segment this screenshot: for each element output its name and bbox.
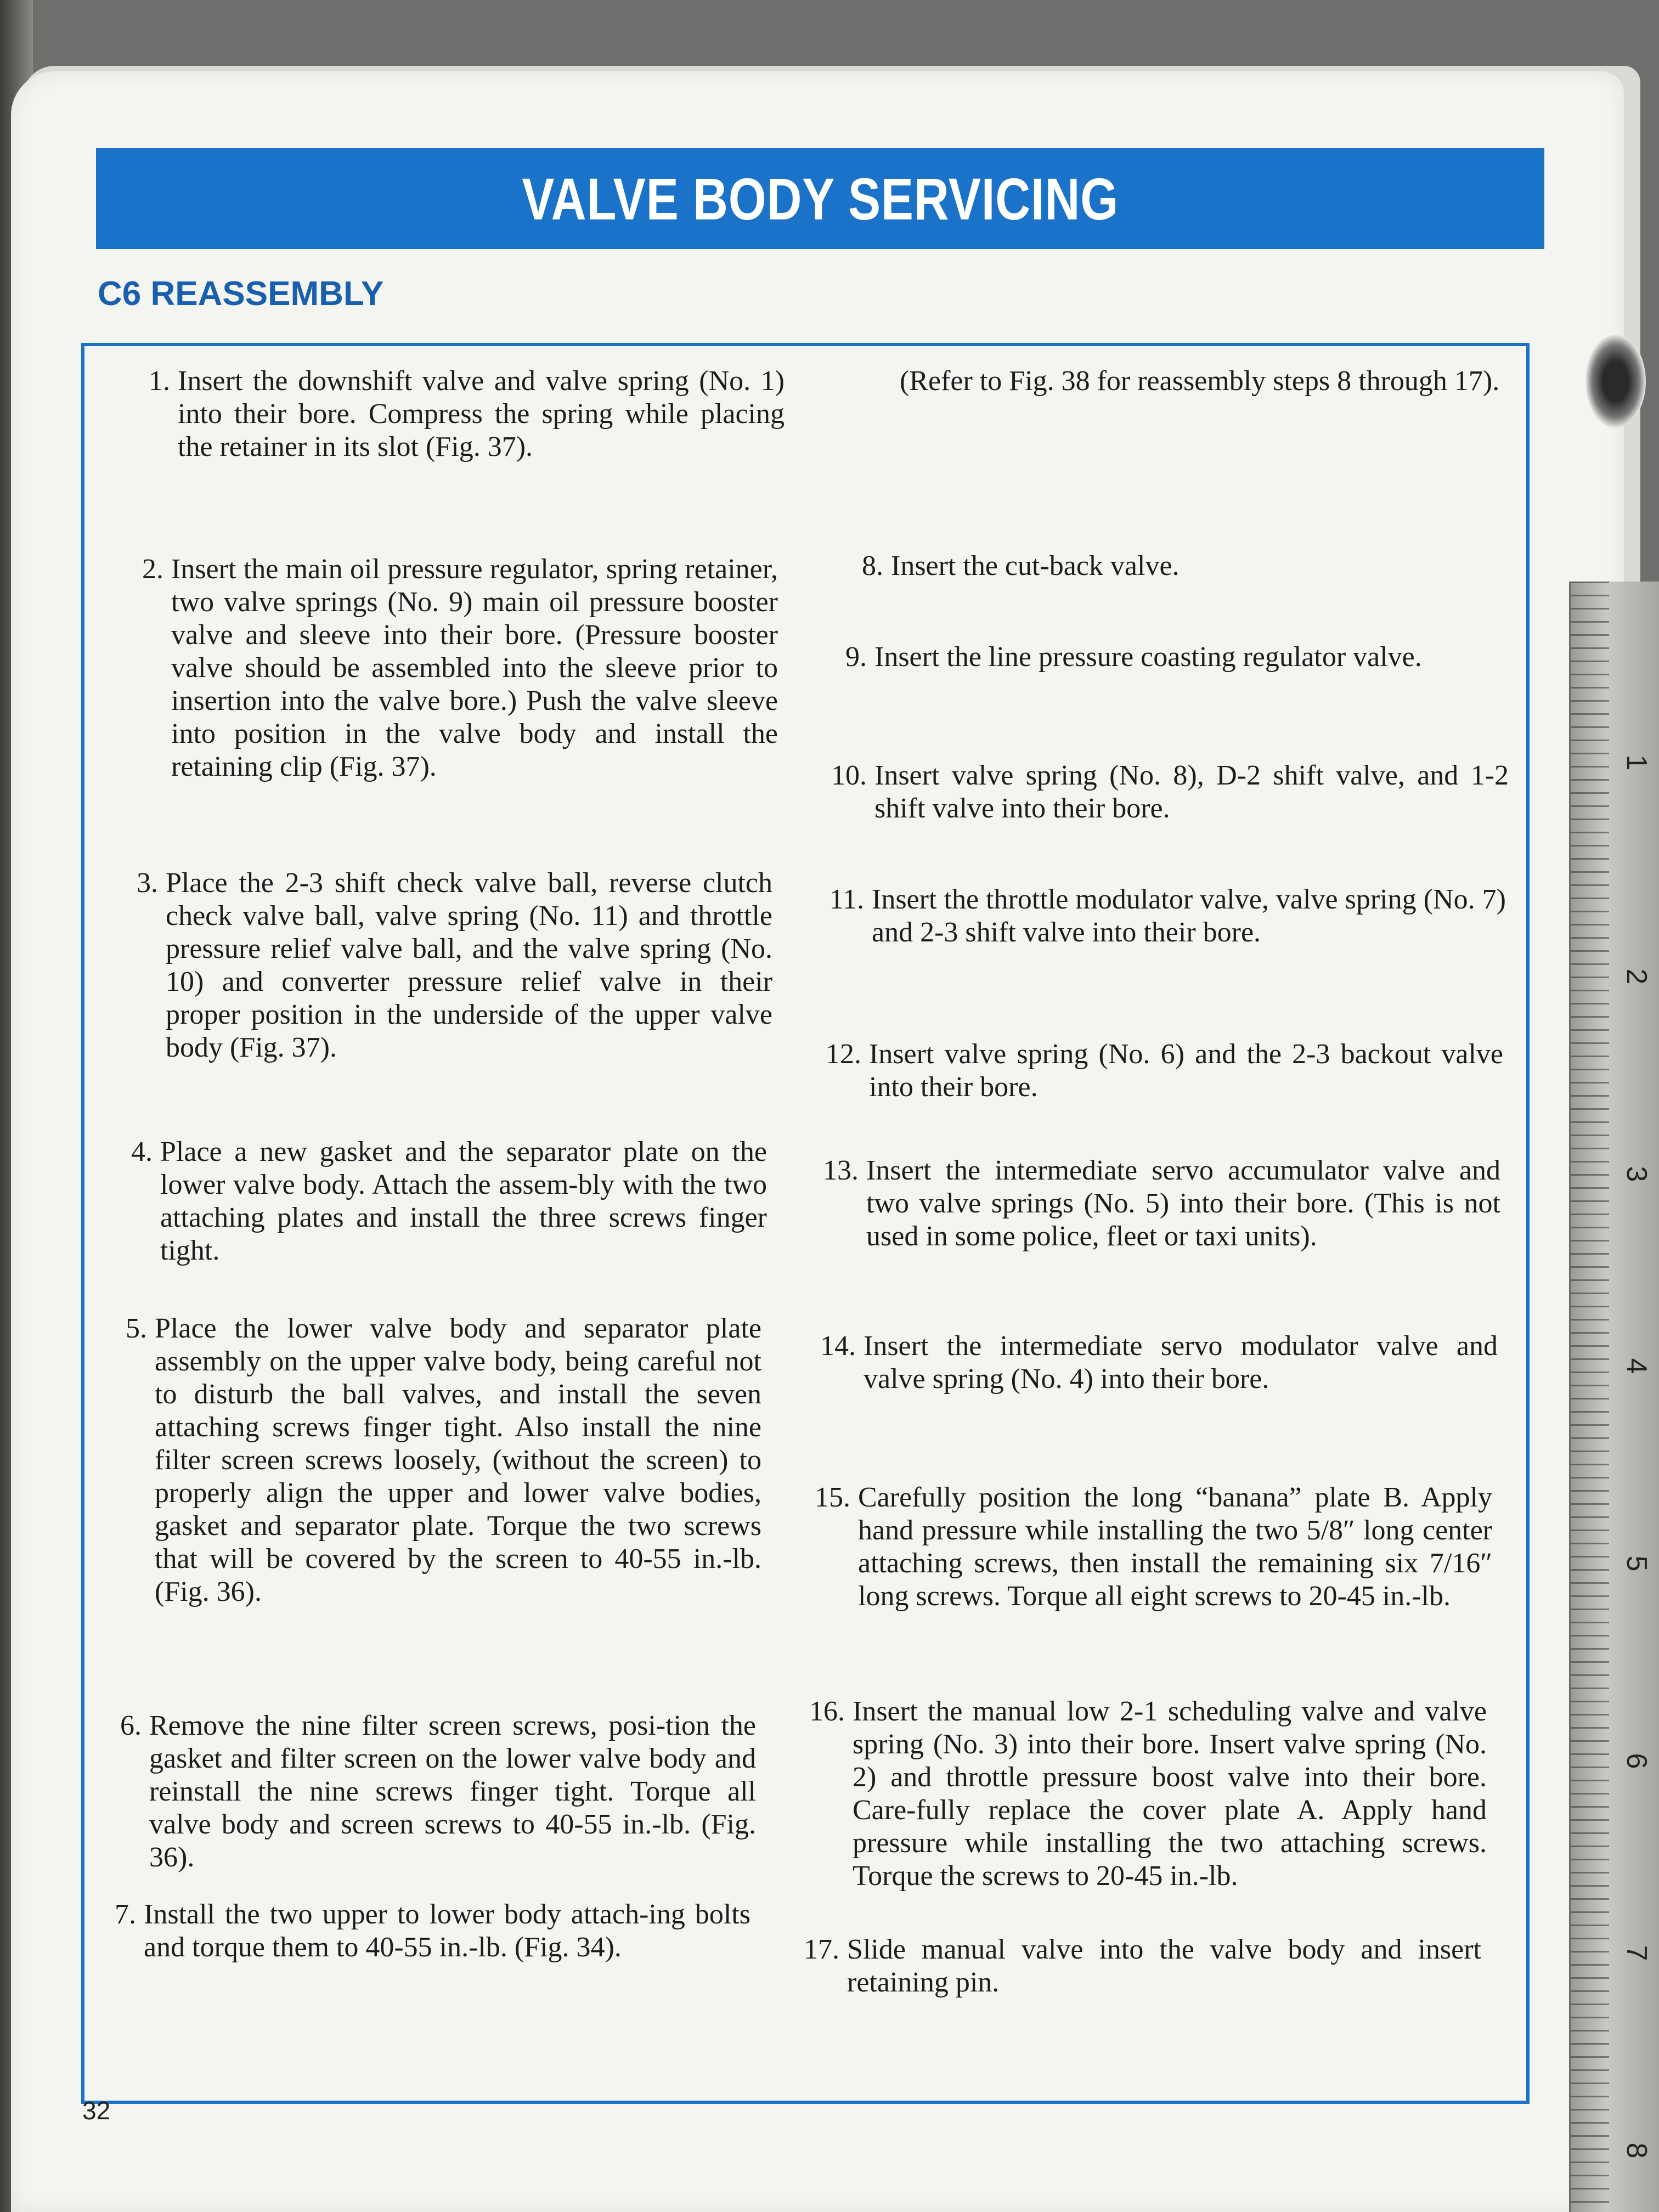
step-number: 14. [820, 1330, 856, 1362]
step-text: Install the two upper to lower body attach-ing bolts and torque them to 40-55 in.-lb. (Fig. 34). [144, 1899, 751, 1963]
step-text: Insert the intermediate servo accumulator valve and two valve springs (No. 5) into their bore. (This is not used in some police, fleet or taxi units). [866, 1155, 1500, 1252]
step-16 [806, 1695, 1487, 1893]
ruler-label: 6 [1621, 1753, 1652, 1769]
step-number: 1. [149, 365, 170, 397]
step-number: 7. [115, 1899, 136, 1930]
step-number: 3. [137, 867, 158, 899]
step-number: 15. [815, 1482, 850, 1513]
section-heading: C6 REASSEMBLY [98, 275, 384, 313]
ruler [1569, 582, 1659, 2212]
step-number: 10. [831, 760, 867, 791]
ruler-label: 1 [1621, 754, 1652, 771]
step-number: 6. [120, 1710, 142, 1741]
page-number: 32 [82, 2096, 111, 2125]
step-8 [845, 550, 1509, 583]
step-number: 17. [804, 1934, 839, 1965]
step-number: 11. [829, 884, 864, 915]
title-banner [96, 148, 1544, 249]
step-text: Insert the main oil pressure regulator, spring retainer, two valve springs (No. 9) main oil pressure booster valve and sleeve into their bore. (Pressure booster valve should be assembled into the sleeve prior to insertion into the valve bore.) Push the valve sleeve into position in the valve body and install the retaining clip (Fig. 37). [171, 554, 778, 782]
step-text: Insert valve spring (No. 8), D-2 shift valve, and 1-2 shift valve into their bore. [874, 760, 1509, 824]
ruler-label: 2 [1621, 968, 1652, 985]
step-text: Carefully position the long “banana” plate B. Apply hand pressure while installing the two 5/8″ long center attaching screws, then install the remaining six 7/16″ long screws. Torque all eight screws to 20-45 in.-lb. [858, 1482, 1492, 1612]
step-number: 4. [131, 1136, 153, 1167]
step-text: Place a new gasket and the separator plate on the lower valve body. Attach the assem-bly with the two attaching plates and install the three screws finger tight. [160, 1136, 767, 1266]
step-3 [120, 867, 772, 1064]
step-text: Place the 2-3 shift check valve ball, reverse clutch check valve ball, valve spring (No. 11) and throttle pressure relief valve ball, and the valve spring (No. 10) and converter pressure relief valve in their proper position in the underside of the upper valve body (Fig. 37). [166, 867, 772, 1063]
step-text: Slide manual valve into the valve body and insert retaining pin. [847, 1934, 1481, 1998]
step-14 [817, 1330, 1498, 1396]
ruler-label: 7 [1621, 1945, 1652, 1961]
ruler-ticks [1571, 582, 1609, 2212]
step-7 [98, 1898, 751, 1964]
step-9 [828, 641, 1509, 674]
step-text: Insert the cut-back valve. [891, 550, 1180, 582]
step-12 [823, 1038, 1503, 1104]
step-10 [828, 759, 1509, 825]
step-text: Insert the line pressure coasting regulator valve. [874, 641, 1422, 673]
step-text: Place the lower valve body and separator plate assembly on the upper valve body, being careful not to disturb the ball valves, and install the seven attaching screws finger tight. Also install the nine filter screen screws loosely, (without the screen) to properly align the upper and lower valve bodies, gasket and separator plate. Torque the two screws that will be covered by the screen to 40-55 in.-lb. (Fig. 36). [155, 1313, 761, 1607]
step-number: 5. [126, 1313, 147, 1344]
page-title: VALVE BODY SERVICING [522, 165, 1119, 232]
step-17 [801, 1933, 1481, 1999]
step-text: Remove the nine filter screen screws, posi-tion the gasket and filter screen on the lower valve body and reinstall the nine screws finger tight. Torque all valve body and screen screws to 40-55 in.-lb. (Fig. 36). [149, 1710, 756, 1873]
step-text: Insert valve spring (No. 6) and the 2-3 backout valve into their bore. [869, 1039, 1503, 1103]
step-11 [826, 883, 1506, 949]
step-5 [109, 1312, 761, 1609]
intro-note: (Refer to Fig. 38 for reassembly steps 8 through 17). [900, 365, 1500, 397]
step-15 [812, 1481, 1492, 1613]
step-text: Insert the throttle modulator valve, valve spring (No. 7) and 2-3 shift valve into their bore. [872, 884, 1506, 948]
binder-hole [1585, 335, 1646, 428]
step-1 [132, 365, 785, 464]
step-number: 12. [826, 1039, 861, 1070]
step-number: 8. [862, 550, 883, 582]
step-text: Insert the manual low 2-1 scheduling valve and valve spring (No. 3) into their bore. Insert valve spring (No. 2) and throttle pressure boost valve into their bore. Care-fully replace the cover plate A. Apply hand pressure while installing the two attaching screws. Torque the screws to 20-45 in.-lb. [853, 1696, 1487, 1892]
step-13 [820, 1154, 1500, 1253]
step-number: 13. [823, 1155, 859, 1186]
step-text: Insert the downshift valve and valve spring (No. 1) into their bore. Compress the spring while placing the retainer in its slot (Fig. 37). [178, 365, 785, 462]
step-2 [125, 553, 778, 783]
step-number: 9. [845, 641, 867, 673]
ruler-label: 4 [1621, 1358, 1652, 1374]
step-4 [114, 1136, 767, 1267]
step-text: Insert the intermediate servo modulator valve and valve spring (No. 4) into their bore. [864, 1330, 1498, 1395]
step-6 [103, 1709, 756, 1874]
ruler-label: 3 [1621, 1166, 1652, 1182]
ruler-label: 5 [1621, 1555, 1652, 1572]
step-number: 16. [809, 1696, 845, 1727]
ruler-label: 8 [1621, 2142, 1652, 2159]
step-number: 2. [142, 554, 163, 585]
